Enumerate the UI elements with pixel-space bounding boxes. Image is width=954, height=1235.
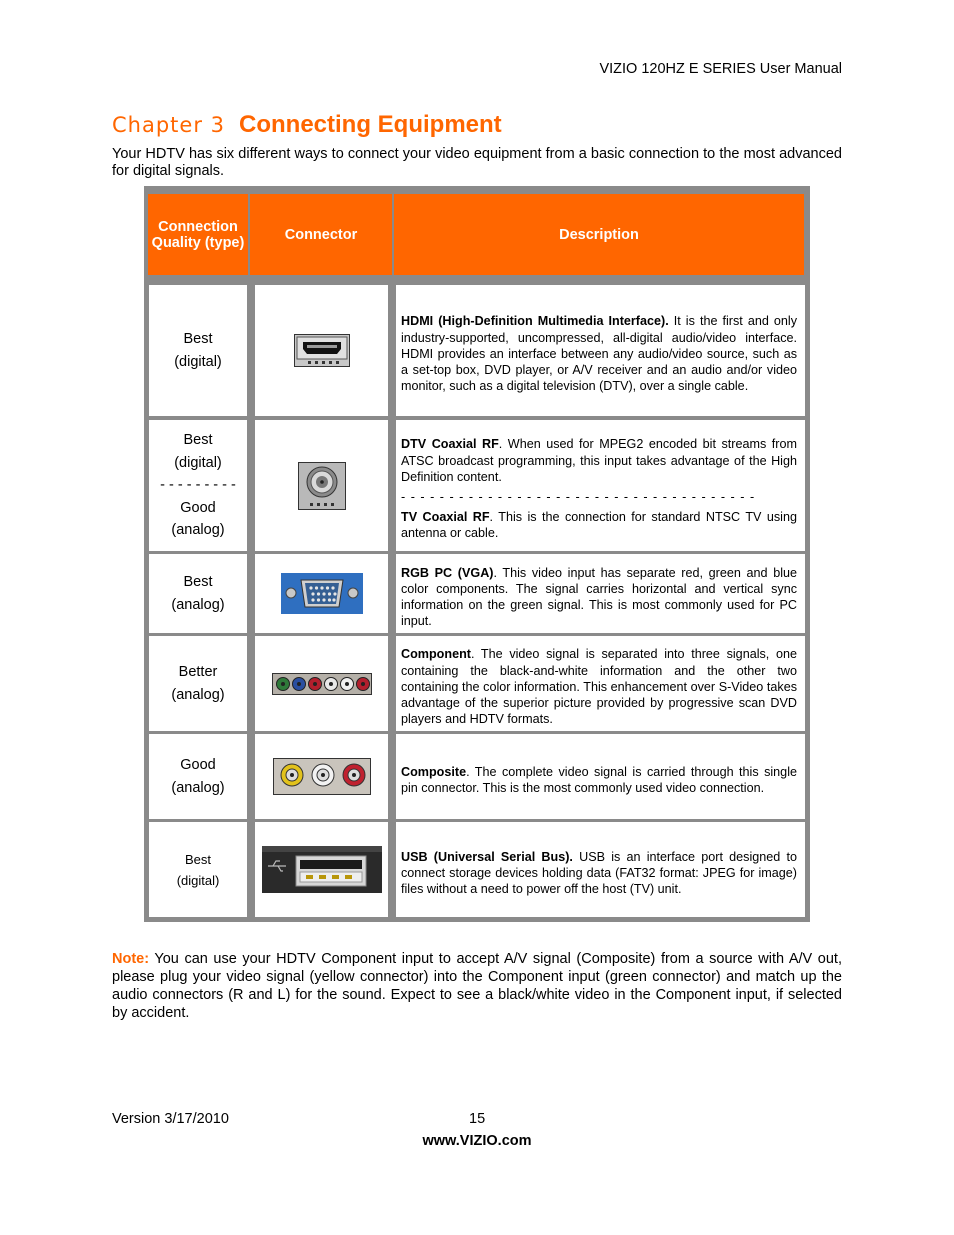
quality-level: Good: [180, 757, 216, 773]
row-coax-quality: [149, 420, 247, 551]
row-hdmi-quality: [149, 285, 247, 416]
header-description: Description: [394, 194, 804, 275]
chapter-title: Connecting Equipment: [239, 111, 502, 138]
quality-type: (digital): [176, 872, 220, 888]
row-composite-quality: [149, 734, 247, 819]
desc-text: . This video input has separate red, green and blue color components. The signal carries horizontal and vertical sync information on the green signal. This is most commonly used for PC input.: [401, 565, 798, 629]
row-usb-quality: [149, 822, 247, 917]
quality-level: Best: [183, 432, 213, 449]
composite-ports-icon: [273, 758, 371, 795]
desc-title: RGB PC (VGA): [401, 565, 494, 580]
desc-separator: - - - - - - - - - - - - - - - - - - - - - - - - - - - - - - - - - - - - -: [401, 490, 756, 504]
chapter-label: Chapter 3: [112, 113, 225, 137]
coaxial-rf-port-icon: [298, 462, 346, 510]
row-component-quality: [149, 636, 247, 731]
quality-type: (digital): [174, 454, 222, 471]
row-vga-connector: [255, 554, 388, 633]
row-hdmi-description: [396, 285, 805, 416]
desc-title: Composite: [401, 764, 467, 779]
quality-level-alt: Good: [180, 499, 216, 516]
usb-port-icon: [262, 846, 382, 893]
header-quality: Connection Quality (type): [148, 194, 248, 275]
desc-title: USB (Universal Serial Bus).: [401, 849, 573, 864]
note-text: You can use your HDTV Component input to accept A/V signal (Composite) from a source with A/V out, please plug your video signal (yellow connector) into the Component input (green connector) and match up the audio connectors (R and L) for the sound. Expect to see a black/white video in the Component input, if selected by accident.: [112, 951, 842, 1021]
row-usb-description: [396, 822, 805, 917]
hdmi-port-icon: [294, 334, 350, 367]
desc-text: USB is an interface port designed to connect storage devices holding data (FAT32 format: JPEG for image) files without a need to power off the host (TV) unit.: [401, 849, 797, 897]
intro-paragraph: Your HDTV has six different ways to connect your video equipment from a basic connection to the most advanced for digital signals.: [112, 146, 842, 179]
quality-type: (analog): [171, 779, 225, 796]
row-coax-description: [396, 420, 805, 551]
note-paragraph: [112, 950, 842, 1022]
desc-title-alt: TV Coaxial RF: [401, 510, 490, 525]
quality-type: (analog): [171, 686, 225, 703]
desc-title: Component: [401, 647, 471, 662]
desc-text: . The video signal is separated into three signals, one containing the black-and-white information and the other two containing the color information. This enhancement over S-Video takes advantage of the superior picture provided by progressive scan DVD players and HDTV formats.: [401, 647, 797, 727]
row-vga-quality: [149, 554, 247, 633]
footer-version: Version 3/17/2010: [112, 1111, 229, 1127]
desc-text-alt: . This is the connection for standard NTSC TV using antenna or cable.: [401, 510, 797, 541]
manual-title: VIZIO 120HZ E SERIES User Manual: [599, 61, 842, 77]
component-ports-icon: [272, 673, 372, 695]
quality-type-alt: (analog): [171, 522, 225, 539]
desc-text: . When used for MPEG2 encoded bit streams from ATSC broadcast programming, this input takes advantage of the High Definition content.: [401, 437, 797, 484]
row-composite-description: [396, 734, 805, 819]
quality-level: Best: [184, 851, 211, 867]
page-number: 15: [469, 1111, 486, 1127]
note-label: Note:: [112, 951, 150, 967]
vga-port-icon: [281, 573, 363, 614]
quality-type: (analog): [171, 596, 225, 613]
quality-type: (digital): [174, 353, 222, 370]
quality-level: Best: [183, 331, 213, 347]
quality-separator: - - - - - - - - -: [160, 477, 236, 494]
header-connector: Connector: [250, 194, 392, 275]
desc-title: DTV Coaxial RF: [401, 437, 499, 452]
desc-title: HDMI (High-Definition Multimedia Interface).: [401, 314, 669, 329]
row-coax-connector: [255, 420, 388, 551]
row-usb-connector: [255, 822, 388, 917]
quality-level: Best: [183, 574, 213, 590]
footer-url: www.VIZIO.com: [422, 1133, 532, 1149]
row-composite-connector: [255, 734, 388, 819]
connection-table: [144, 186, 810, 922]
desc-text: . The complete video signal is carried through this single pin connector. This is the most commonly used video connection.: [401, 764, 797, 795]
row-vga-description: [396, 554, 805, 633]
row-component-description: [396, 636, 805, 731]
quality-level: Better: [178, 664, 218, 680]
row-hdmi-connector: [255, 285, 388, 416]
row-component-connector: [255, 636, 388, 731]
desc-text: It is the first and only industry-supported, uncompressed, all-digital audio/video interface. HDMI provides an interface between any audio/video source, such as a set-top box, DVD player, or A/V receiver and an audio and/or video monitor, such as a digital television (DTV), over a single cable.: [401, 314, 797, 394]
chapter-heading: [112, 111, 502, 139]
